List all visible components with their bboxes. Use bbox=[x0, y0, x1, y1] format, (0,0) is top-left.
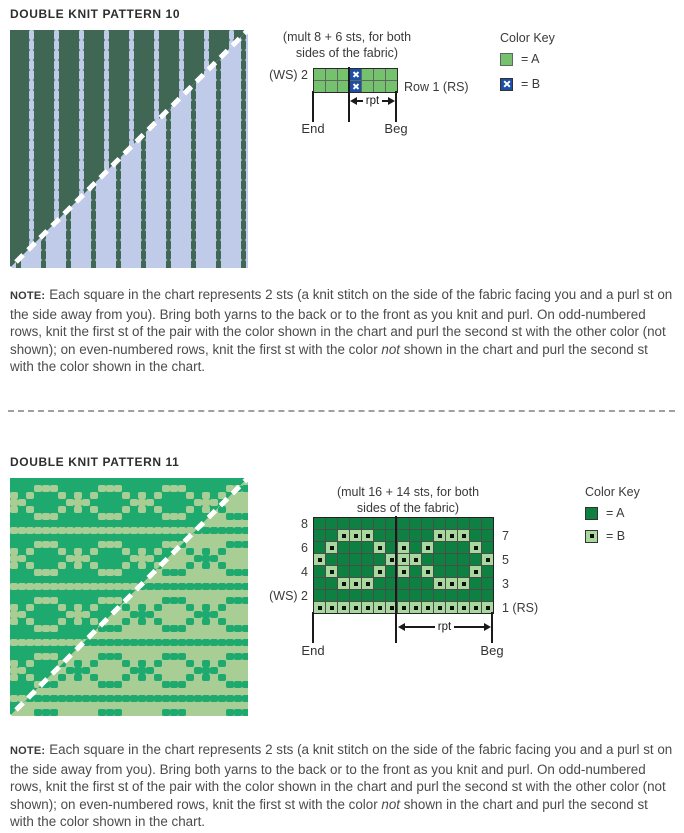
chart-cell-color-a bbox=[326, 530, 337, 541]
chart-cell-color-b bbox=[350, 69, 361, 80]
row-number-label: 5 bbox=[502, 553, 509, 567]
chart-cell-color-a bbox=[410, 590, 421, 601]
note-text-end: shown in the chart and purl the second st with the color shown in the chart. bbox=[10, 341, 648, 374]
chart-cell-color-a bbox=[410, 542, 421, 553]
chart-cell-color-a bbox=[398, 590, 409, 601]
note-text-end: shown in the chart and purl the second st with the color shown in the chart. bbox=[10, 796, 648, 829]
chart-cell-color-a bbox=[314, 81, 325, 92]
color-key-item-b bbox=[585, 529, 625, 543]
chart-cell-color-a bbox=[410, 578, 421, 589]
repeat-arrow bbox=[398, 621, 491, 633]
note-text: Each square in the chart represents 2 sts (a knit stitch on the side of the fabric facing you and a purl st on the side away from you). Bring both yarns to the back or to the front as you knit and purl. On odd-numbered rows, knit the first st of the pair with the color shown in the chart and purl the second st with the other color (not shown); on even-numbered rows, knit the first st with the color bbox=[10, 742, 673, 812]
color-b-label: = B bbox=[521, 77, 541, 91]
beg-label: Beg bbox=[480, 643, 504, 658]
row-number-label: 8 bbox=[301, 517, 308, 531]
chart-cell-color-a bbox=[482, 578, 493, 589]
chart-title-pattern-10 bbox=[262, 29, 432, 61]
chart-cell-color-b bbox=[422, 542, 433, 553]
dot-mark-icon bbox=[462, 582, 466, 586]
note-label: NOTE: bbox=[10, 745, 46, 757]
chart-cell-color-b bbox=[458, 602, 469, 613]
dot-mark-icon bbox=[462, 606, 466, 610]
chart-cell-color-a bbox=[410, 530, 421, 541]
chart-cell-color-a bbox=[350, 554, 361, 565]
color-b-swatch-icon bbox=[585, 530, 598, 543]
arrowhead-right-icon bbox=[388, 97, 395, 105]
chart-cell-color-a bbox=[362, 542, 373, 553]
chart-cell-color-a bbox=[338, 590, 349, 601]
color-key-item-b bbox=[500, 77, 540, 91]
dot-mark-icon bbox=[486, 558, 490, 562]
chart-cell-color-b bbox=[482, 554, 493, 565]
row-number-label: 6 bbox=[301, 541, 308, 555]
chart-cell-color-b bbox=[446, 602, 457, 613]
chart-cell-color-b bbox=[374, 542, 385, 553]
color-key-title: Color Key bbox=[500, 31, 555, 45]
rpt-label: rpt bbox=[437, 621, 452, 633]
chart-cell-color-a bbox=[326, 554, 337, 565]
chart-cell-color-a bbox=[362, 518, 373, 529]
chart-cell-color-a bbox=[410, 566, 421, 577]
chart-cell-color-a bbox=[374, 590, 385, 601]
dot-mark-icon bbox=[318, 558, 322, 562]
chart-cell-color-a bbox=[482, 542, 493, 553]
chart-cell-color-a bbox=[350, 566, 361, 577]
chart-cell-color-a bbox=[326, 518, 337, 529]
chart-cell-color-b bbox=[374, 566, 385, 577]
note-paragraph-pattern-11 bbox=[10, 741, 674, 831]
dot-mark-icon bbox=[414, 558, 418, 562]
chart-cell-color-a bbox=[434, 590, 445, 601]
knit-swatch-photo-pattern-10 bbox=[10, 30, 248, 268]
chart-cell-color-a bbox=[362, 81, 373, 92]
chart-cell-color-b bbox=[338, 578, 349, 589]
chart-cell-color-a bbox=[470, 578, 481, 589]
color-a-label: = A bbox=[521, 52, 540, 66]
chart-cell-color-a bbox=[482, 518, 493, 529]
chart-cell-color-b bbox=[350, 578, 361, 589]
chart-title-pattern-11 bbox=[293, 484, 523, 516]
chart-cell-color-a bbox=[458, 590, 469, 601]
chart-cell-color-a bbox=[386, 69, 397, 80]
arrowhead-right-icon bbox=[484, 623, 491, 631]
chart-cell-color-b bbox=[362, 602, 373, 613]
dot-mark-icon bbox=[414, 606, 418, 610]
dot-mark-icon bbox=[342, 534, 346, 538]
color-a-label: = A bbox=[606, 506, 625, 520]
chart-cell-color-a bbox=[422, 518, 433, 529]
chart-cell-color-a bbox=[314, 578, 325, 589]
chart-cell-color-b bbox=[422, 566, 433, 577]
chart-cell-color-a bbox=[314, 590, 325, 601]
chart-cell-color-a bbox=[374, 578, 385, 589]
chart-cell-color-a bbox=[338, 554, 349, 565]
repeat-arrow bbox=[350, 95, 395, 107]
chart-cell-color-b bbox=[434, 530, 445, 541]
chart-cell-color-a bbox=[374, 81, 385, 92]
beg-label: Beg bbox=[384, 121, 408, 136]
chart-beg-line bbox=[395, 91, 397, 122]
chart-cell-color-a bbox=[422, 590, 433, 601]
dot-mark-icon bbox=[438, 606, 442, 610]
chart-cell-color-a bbox=[458, 542, 469, 553]
row-number-label: 3 bbox=[502, 577, 509, 591]
knit-chart-grid-pattern-10 bbox=[313, 68, 398, 93]
dot-mark-icon bbox=[474, 570, 478, 574]
color-b-label: = B bbox=[606, 529, 626, 543]
dot-mark-icon bbox=[450, 606, 454, 610]
chart-repeat-line bbox=[395, 516, 397, 643]
chart-cell-color-a bbox=[326, 578, 337, 589]
dot-mark-icon bbox=[450, 582, 454, 586]
arrowhead-left-icon bbox=[350, 97, 357, 105]
color-a-swatch-icon bbox=[500, 53, 513, 66]
chart-cell-color-a bbox=[314, 566, 325, 577]
dot-mark-icon bbox=[366, 582, 370, 586]
chart-cell-color-a bbox=[398, 578, 409, 589]
arrowhead-left-icon bbox=[398, 623, 405, 631]
chart-end-line bbox=[312, 91, 314, 122]
chart-cell-color-a bbox=[482, 566, 493, 577]
chart-cell-color-b bbox=[314, 554, 325, 565]
chart-cell-color-a bbox=[422, 530, 433, 541]
chart-cell-color-b bbox=[350, 602, 361, 613]
chart-cell-color-b bbox=[410, 554, 421, 565]
chart-cell-color-a bbox=[446, 554, 457, 565]
chart-end-line bbox=[312, 612, 314, 643]
odd-row-numbers-column bbox=[502, 517, 562, 614]
note-italic-word: not bbox=[381, 796, 401, 812]
dot-mark-icon bbox=[378, 546, 382, 550]
chart-cell-color-a bbox=[470, 530, 481, 541]
chart-cell-color-a bbox=[434, 554, 445, 565]
rs-row-label: Row 1 (RS) bbox=[404, 80, 469, 94]
dot-mark-icon bbox=[366, 534, 370, 538]
section-heading-pattern-10: DOUBLE KNIT PATTERN 10 bbox=[10, 7, 181, 21]
dot-mark-icon bbox=[354, 582, 358, 586]
chart-cell-color-a bbox=[458, 554, 469, 565]
dot-mark-icon bbox=[426, 606, 430, 610]
chart-cell-color-a bbox=[350, 590, 361, 601]
chart-cell-color-a bbox=[314, 518, 325, 529]
chart-cell-color-b bbox=[434, 602, 445, 613]
chart-cell-color-a bbox=[338, 518, 349, 529]
row-number-label: 4 bbox=[301, 565, 308, 579]
chart-cell-color-a bbox=[314, 530, 325, 541]
chart-cell-color-a bbox=[362, 554, 373, 565]
dot-mark-icon bbox=[330, 606, 334, 610]
chart-cell-color-a bbox=[314, 69, 325, 80]
chart-title-line2: sides of the fabric) bbox=[295, 46, 399, 60]
chart-title-line2: sides of the fabric) bbox=[356, 501, 460, 515]
chart-cell-color-a bbox=[482, 590, 493, 601]
dot-mark-icon bbox=[402, 570, 406, 574]
chart-cell-color-b bbox=[422, 602, 433, 613]
chart-cell-color-b bbox=[362, 530, 373, 541]
arrow-line bbox=[454, 626, 484, 628]
knit-chart-grid-pattern-11 bbox=[313, 517, 494, 614]
dot-mark-icon bbox=[450, 534, 454, 538]
chart-cell-color-a bbox=[362, 590, 373, 601]
chart-cell-color-a bbox=[374, 518, 385, 529]
chart-cell-color-a bbox=[374, 530, 385, 541]
dot-mark-icon bbox=[474, 546, 478, 550]
dot-mark-icon bbox=[462, 534, 466, 538]
chart-cell-color-b bbox=[458, 578, 469, 589]
dot-mark-icon bbox=[378, 606, 382, 610]
chart-cell-color-a bbox=[482, 530, 493, 541]
chart-cell-color-b bbox=[326, 602, 337, 613]
row-number-label: 7 bbox=[502, 529, 509, 543]
chart-cell-color-b bbox=[458, 530, 469, 541]
chart-cell-color-a bbox=[422, 554, 433, 565]
dot-mark-icon bbox=[426, 546, 430, 550]
chart-cell-color-a bbox=[446, 518, 457, 529]
dot-mark-icon bbox=[354, 534, 358, 538]
even-row-numbers-column bbox=[254, 517, 308, 614]
dot-mark-icon bbox=[378, 570, 382, 574]
color-a-swatch-icon bbox=[585, 507, 598, 520]
chart-cell-color-a bbox=[314, 542, 325, 553]
chart-cell-color-a bbox=[410, 518, 421, 529]
note-text: Each square in the chart represents 2 sts (a knit stitch on the side of the fabric facing you and a purl st on the side away from you). Bring both yarns to the back or to the front as you knit and purl. On odd-numbered rows, knit the first st of the pair with the color shown in the chart and purl the second st with the other color (not shown); on even-numbered rows, knit the first st with the color bbox=[10, 287, 673, 357]
chart-cell-color-a bbox=[446, 566, 457, 577]
color-key-item-a bbox=[585, 506, 624, 520]
dot-mark-icon bbox=[330, 546, 334, 550]
note-italic-word: not bbox=[381, 341, 401, 357]
chart-cell-color-a bbox=[434, 542, 445, 553]
chart-cell-color-b bbox=[434, 578, 445, 589]
color-key-item-a bbox=[500, 52, 539, 66]
chart-cell-color-a bbox=[422, 578, 433, 589]
chart-cell-color-b bbox=[410, 602, 421, 613]
chart-cell-color-a bbox=[434, 566, 445, 577]
dot-mark-icon bbox=[402, 558, 406, 562]
chart-cell-color-b bbox=[470, 602, 481, 613]
chart-cell-color-a bbox=[470, 518, 481, 529]
chart-cell-color-a bbox=[434, 518, 445, 529]
row-number-label: 1 (RS) bbox=[502, 601, 539, 615]
chart-cell-color-a bbox=[470, 554, 481, 565]
end-label: End bbox=[301, 121, 325, 136]
note-paragraph-pattern-10 bbox=[10, 286, 674, 376]
chart-cell-color-a bbox=[374, 554, 385, 565]
chart-cell-color-b bbox=[446, 578, 457, 589]
dot-mark-icon bbox=[390, 606, 394, 610]
color-b-swatch-icon bbox=[500, 78, 513, 91]
chart-cell-color-b bbox=[398, 566, 409, 577]
dot-mark-icon bbox=[486, 606, 490, 610]
chart-cell-color-b bbox=[338, 602, 349, 613]
chart-cell-color-a bbox=[398, 518, 409, 529]
chart-cell-color-a bbox=[362, 69, 373, 80]
chart-cell-color-b bbox=[326, 542, 337, 553]
dot-mark-icon bbox=[366, 606, 370, 610]
rpt-label: rpt bbox=[365, 95, 380, 107]
dot-mark-icon bbox=[402, 606, 406, 610]
chart-cell-color-a bbox=[458, 566, 469, 577]
dot-mark-icon bbox=[342, 582, 346, 586]
chart-cell-color-b bbox=[350, 81, 361, 92]
arrow-line bbox=[405, 626, 435, 628]
chart-cell-color-b bbox=[350, 530, 361, 541]
ws-row-label: (WS) 2 bbox=[269, 68, 308, 82]
chart-cell-color-a bbox=[458, 518, 469, 529]
chart-cell-color-a bbox=[398, 530, 409, 541]
chart-cell-color-a bbox=[446, 542, 457, 553]
chart-cell-color-a bbox=[362, 566, 373, 577]
chart-cell-color-a bbox=[326, 81, 337, 92]
chart-beg-line bbox=[491, 612, 493, 643]
chart-cell-color-a bbox=[470, 590, 481, 601]
chart-cell-color-a bbox=[326, 590, 337, 601]
note-label: NOTE: bbox=[10, 290, 46, 302]
chart-cell-color-a bbox=[338, 542, 349, 553]
dot-mark-icon bbox=[590, 534, 594, 538]
chart-cell-color-b bbox=[446, 530, 457, 541]
chart-cell-color-b bbox=[326, 566, 337, 577]
chart-cell-color-a bbox=[350, 542, 361, 553]
dot-mark-icon bbox=[426, 570, 430, 574]
dot-mark-icon bbox=[438, 582, 442, 586]
chart-cell-color-a bbox=[374, 69, 385, 80]
dot-mark-icon bbox=[318, 606, 322, 610]
chart-cell-color-b bbox=[398, 602, 409, 613]
dot-mark-icon bbox=[354, 606, 358, 610]
chart-cell-color-b bbox=[362, 578, 373, 589]
chart-title-line1: (mult 8 + 6 sts, for both bbox=[282, 30, 412, 44]
chart-cell-color-b bbox=[314, 602, 325, 613]
color-key-title: Color Key bbox=[585, 485, 640, 499]
chart-cell-color-a bbox=[326, 69, 337, 80]
dot-mark-icon bbox=[390, 558, 394, 562]
chart-title-line1: (mult 16 + 14 sts, for both bbox=[336, 485, 480, 499]
chart-cell-color-a bbox=[350, 518, 361, 529]
chart-cell-color-b bbox=[398, 542, 409, 553]
chart-cell-color-b bbox=[470, 542, 481, 553]
knit-swatch-photo-pattern-11 bbox=[10, 478, 248, 716]
dot-mark-icon bbox=[438, 534, 442, 538]
chart-cell-color-b bbox=[470, 566, 481, 577]
dot-mark-icon bbox=[342, 606, 346, 610]
dashed-section-divider bbox=[8, 410, 675, 412]
dot-mark-icon bbox=[474, 606, 478, 610]
row-number-label: (WS) 2 bbox=[269, 589, 308, 603]
chart-cell-color-a bbox=[446, 590, 457, 601]
dot-mark-icon bbox=[330, 570, 334, 574]
chart-cell-color-a bbox=[338, 566, 349, 577]
section-heading-pattern-11: DOUBLE KNIT PATTERN 11 bbox=[10, 455, 180, 469]
dot-mark-icon bbox=[402, 546, 406, 550]
end-label: End bbox=[301, 643, 325, 658]
chart-cell-color-b bbox=[374, 602, 385, 613]
chart-cell-color-b bbox=[398, 554, 409, 565]
chart-cell-color-b bbox=[338, 530, 349, 541]
